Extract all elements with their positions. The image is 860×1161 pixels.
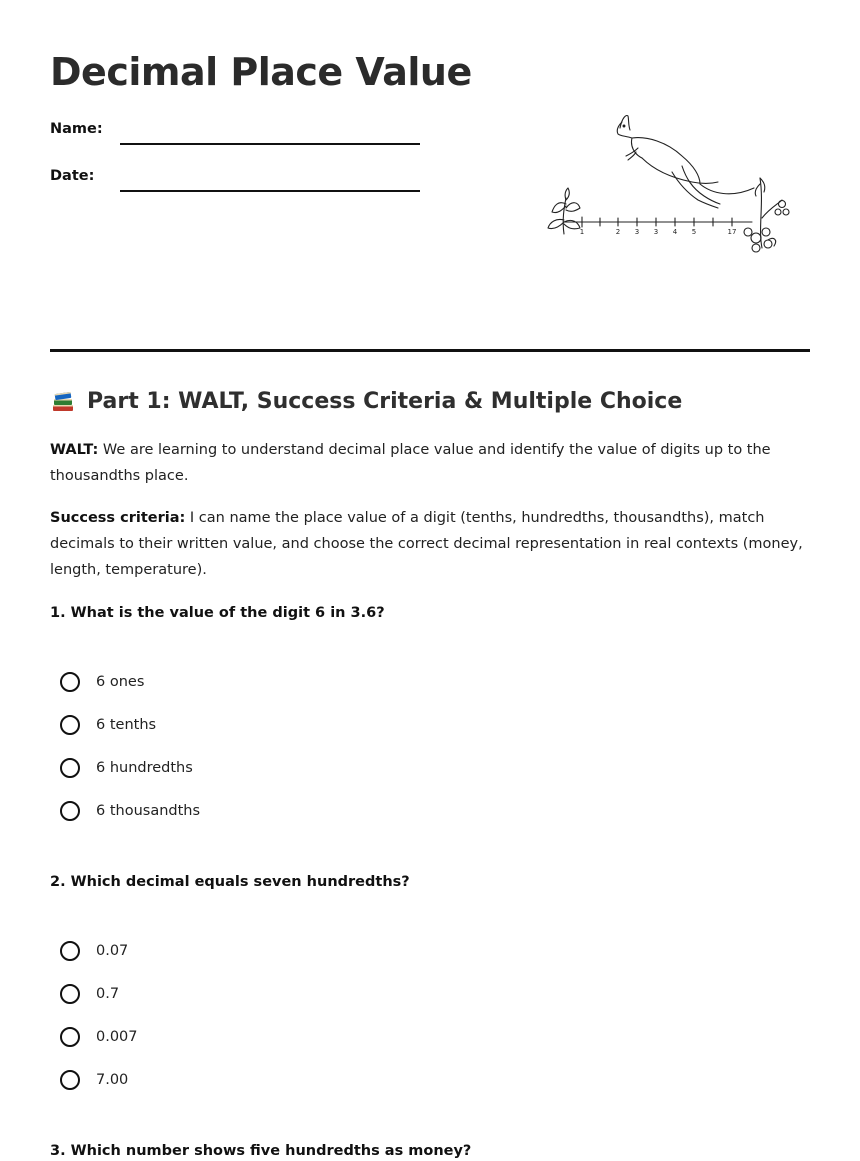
question-2: 2. Which decimal equals seven hundredths?	[50, 874, 410, 890]
success-criteria-label: Success criteria:	[50, 510, 186, 526]
radio-button[interactable]	[60, 984, 80, 1004]
success-criteria-text: I can name the place value of a digit (tenths, hundredths, thousandths), match decimals to their written value, and choose the correct decimal representation in real contexts (money, length, temperature).	[50, 510, 803, 578]
option-label: 6 tenths	[96, 717, 157, 733]
tick-label: 17	[727, 228, 737, 236]
radio-button[interactable]	[60, 758, 80, 778]
tick-label: 2	[615, 228, 621, 236]
radio-button[interactable]	[60, 801, 80, 821]
name-field[interactable]	[120, 143, 420, 145]
question-1-option[interactable]	[60, 755, 193, 781]
question-2-option[interactable]	[60, 1067, 128, 1093]
page-title: Decimal Place Value	[50, 50, 472, 94]
radio-button[interactable]	[60, 941, 80, 961]
section-divider	[50, 349, 810, 352]
tick-label: 5	[691, 228, 697, 236]
option-label: 0.07	[96, 943, 129, 959]
tick-label: 3	[634, 228, 640, 236]
option-label: 0.7	[96, 986, 120, 1002]
date-field[interactable]	[120, 190, 420, 192]
tick-label: 3	[653, 228, 659, 236]
question-2-option[interactable]	[60, 981, 119, 1007]
success-criteria-paragraph	[50, 505, 810, 583]
option-label: 7.00	[96, 1072, 129, 1088]
option-label: 6 ones	[96, 674, 145, 690]
tick-label: 1	[579, 228, 585, 236]
question-3: 3. Which number shows five hundredths as money?	[50, 1143, 472, 1159]
radio-button[interactable]	[60, 715, 80, 735]
question-1-option[interactable]	[60, 669, 144, 695]
kangaroo-number-line-illustration	[542, 108, 802, 268]
option-label: 6 hundredths	[96, 760, 193, 776]
tick-label: 4	[672, 228, 678, 236]
radio-button[interactable]	[60, 1027, 80, 1047]
name-label: Name:	[50, 121, 103, 137]
question-2-option[interactable]	[60, 938, 128, 964]
question-1: 1. What is the value of the digit 6 in 3.6?	[50, 605, 385, 621]
radio-button[interactable]	[60, 1070, 80, 1090]
section-heading-text: Part 1: WALT, Success Criteria & Multiple Choice	[87, 388, 683, 414]
question-1-option[interactable]	[60, 712, 156, 738]
question-2-option[interactable]	[60, 1024, 138, 1050]
walt-paragraph	[50, 437, 810, 489]
option-label: 0.007	[96, 1029, 138, 1045]
radio-button[interactable]	[60, 672, 80, 692]
section-heading	[50, 388, 682, 414]
date-label: Date:	[50, 168, 95, 184]
option-label: 6 thousandths	[96, 803, 201, 819]
books-icon	[50, 388, 76, 414]
walt-label: WALT:	[50, 442, 99, 458]
walt-text: We are learning to understand decimal place value and identify the value of digits up to the thousandths place.	[50, 442, 771, 484]
question-1-option[interactable]	[60, 798, 200, 824]
